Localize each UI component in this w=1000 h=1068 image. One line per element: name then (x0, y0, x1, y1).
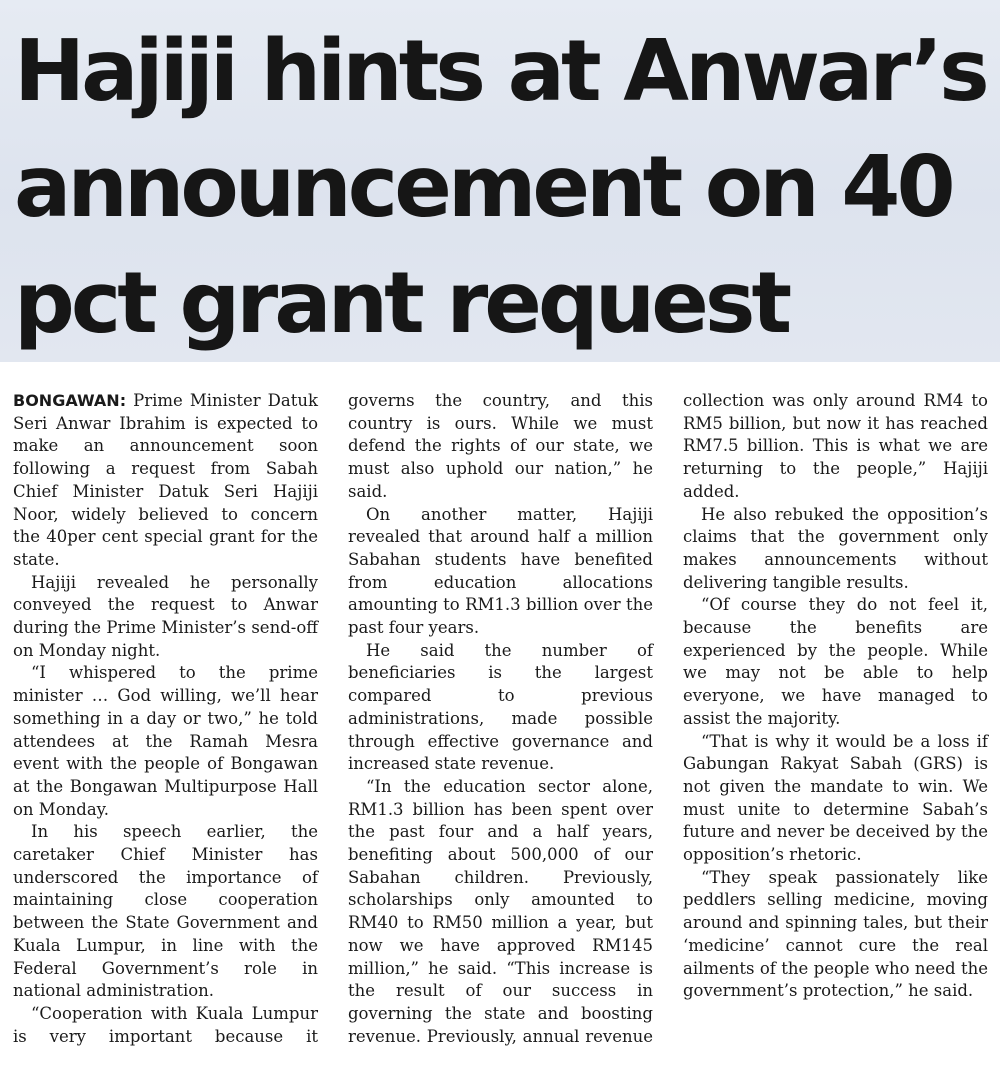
article-paragraph: “Of course they do not feel it, because the benefits are experienced by the people. While we may not be able to help everyone, we have managed to assist the majority. (683, 595, 988, 728)
headline (14, 14, 994, 362)
paragraph-text: Prime Minister Datuk Seri Anwar Ibrahim is expected to make an announcement soon following a request from Sabah Chief Minister Datuk Seri Hajiji Noor, widely believed to concern the 40per cent special grant for the state. (13, 391, 318, 569)
article-paragraph: Hajiji revealed he personally conveyed the request to Anwar during the Prime Minister’s send-off on Monday night. (13, 572, 318, 660)
article-body (13, 390, 988, 1060)
dateline: BONGAWAN: (13, 391, 127, 410)
article-paragraph: He said the number of beneficiaries is the largest compared to previous administrations, made possible through effective governance and increased state revenue. (348, 640, 653, 774)
article-paragraph: “I whispered to the prime minister … God willing, we’ll hear something in a day or two,” he told attendees at the Ramah Mesra event with the people of Bongawan at the Bongawan Multipurpose Hall on Monday. (13, 663, 318, 819)
article-paragraph: “Cooperation with Kuala Lumpur is very important because it governs the country, and this country is ours. While we must defend the rights of our state, we must also uphold our nation,” he said. (13, 391, 653, 1046)
headline-line-1: Hajiji hints at Anwar’s (14, 22, 986, 121)
article-paragraph: “They speak passionately like peddlers selling medicine, moving around and spinning tales, but their ‘medicine’ cannot cure the real ailments of the people who need the government’s protection,” he said. (683, 867, 988, 1001)
article-paragraph: “That is why it would be a loss if Gabungan Rakyat Sabah (GRS) is not given the mandate to win. We must unite to determine Sabah’s future and never be deceived by the opposition’s rhetoric. (683, 731, 988, 865)
article-paragraph (13, 390, 318, 572)
article-paragraph: On another matter, Hajiji revealed that around half a million Sabahan students have benefited from education allocations amounting to RM1.3 billion over the past four years. (348, 504, 653, 638)
headline-line-3: pct grant request (14, 254, 789, 353)
article-paragraph: In his speech earlier, the caretaker Chief Minister has underscored the importance of maintaining close cooperation between the State Government and Kuala Lumpur, in line with the Federal Government’s role in national administration. (13, 822, 318, 1001)
article-paragraph: “In the education sector alone, RM1.3 billion has been spent over the past four and a half years, benefiting about 500,000 of our Sabahan children. Previously, scholarships only amounted to RM40 to RM50 million a year, but now we have approved RM145 million,” he said. “This increase is the result of our success in governing the state and boosting revenue. Previously, annual revenue collection was only around RM4 to RM5 billion, but now it has reached RM7.5 billion. This is what we are returning to the people,” Hajiji added. (348, 391, 988, 1046)
article-paragraph: He also rebuked the opposition’s claims that the government only makes announcements without delivering tangible results. (683, 504, 988, 592)
headline-line-2: announcement on 40 (14, 138, 952, 237)
